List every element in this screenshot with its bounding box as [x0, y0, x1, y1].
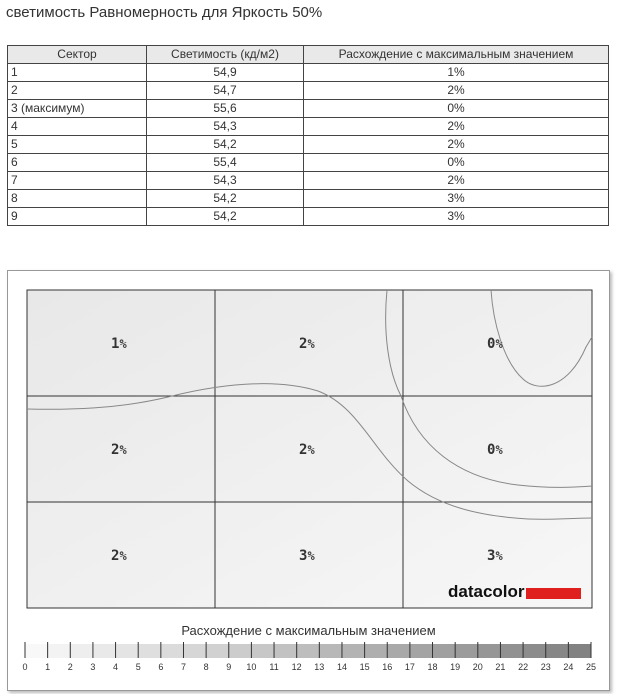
- cell-luminance: 54,9: [147, 64, 304, 82]
- table-row: [8, 82, 609, 100]
- sector-deviation-label: [299, 442, 315, 458]
- cell-luminance: 55,6: [147, 100, 304, 118]
- legend-swatch: [387, 644, 410, 658]
- cell-luminance: 54,2: [147, 208, 304, 226]
- legend-swatch: [161, 644, 184, 658]
- legend-title: Расхождение с максимальным значением: [181, 623, 436, 638]
- percent-sign: %: [495, 443, 503, 457]
- legend-swatch: [433, 644, 456, 658]
- cell-deviation: 3%: [304, 190, 609, 208]
- sector-deviation-value: 3: [299, 548, 308, 564]
- table-row: [8, 64, 609, 82]
- legend-swatch: [500, 644, 523, 658]
- sector-deviation-label: [111, 336, 127, 352]
- legend-tick-label: 14: [336, 662, 347, 672]
- legend-tick-label: 7: [180, 662, 186, 672]
- legend-swatch: [206, 644, 229, 658]
- percent-sign: %: [307, 549, 315, 563]
- legend-tick-label: 19: [450, 662, 461, 672]
- legend-tick-label: 2: [67, 662, 73, 672]
- sector-deviation-value: 3: [487, 548, 496, 564]
- legend-swatch: [342, 644, 365, 658]
- legend-swatch: [319, 644, 342, 658]
- legend-swatch: [365, 644, 388, 658]
- sector-deviation-label: [111, 442, 127, 458]
- legend-swatch: [48, 644, 71, 658]
- cell-luminance: 54,2: [147, 136, 304, 154]
- legend-swatch: [546, 644, 569, 658]
- cell-luminance: 54,2: [147, 190, 304, 208]
- brand-red-bar: [526, 588, 581, 599]
- legend-swatch: [410, 644, 433, 658]
- legend-swatch: [297, 644, 320, 658]
- sector-deviation-label: [111, 548, 127, 564]
- legend-swatch: [93, 644, 116, 658]
- table-row: [8, 172, 609, 190]
- percent-sign: %: [119, 443, 127, 457]
- legend-swatch: [138, 644, 161, 658]
- legend-tick-label: 18: [427, 662, 438, 672]
- cell-deviation: 2%: [304, 118, 609, 136]
- legend-tick-label: 10: [246, 662, 257, 672]
- table-row: [8, 118, 609, 136]
- uniformity-table: [7, 45, 609, 226]
- cell-sector: 8: [8, 190, 147, 208]
- cell-sector: 3 (максимум): [8, 100, 147, 118]
- table-header-row: [8, 46, 609, 64]
- cell-sector: 2: [8, 82, 147, 100]
- cell-deviation: 3%: [304, 208, 609, 226]
- cell-deviation: 0%: [304, 100, 609, 118]
- legend-swatch: [455, 644, 478, 658]
- percent-sign: %: [307, 443, 315, 457]
- percent-sign: %: [119, 337, 127, 351]
- cell-luminance: 54,7: [147, 82, 304, 100]
- legend-swatch: [251, 644, 274, 658]
- legend-tick-label: 4: [113, 662, 119, 672]
- legend-tick-label: 21: [495, 662, 506, 672]
- cell-deviation: 2%: [304, 136, 609, 154]
- percent-sign: %: [119, 549, 127, 563]
- legend-tick-label: 9: [226, 662, 232, 672]
- table-row: [8, 154, 609, 172]
- cell-sector: 6: [8, 154, 147, 172]
- sector-deviation-label: [299, 548, 315, 564]
- cell-deviation: 1%: [304, 64, 609, 82]
- legend-swatch: [478, 644, 501, 658]
- sector-deviation-value: 1: [111, 336, 120, 352]
- brand-logo: datacolor: [448, 582, 525, 601]
- uniformity-map-panel: [7, 270, 610, 691]
- legend-swatch: [183, 644, 206, 658]
- header-luminance: Светимость (кд/м2): [147, 46, 304, 64]
- legend-tick-label: 0: [22, 662, 28, 672]
- legend-tick-label: 17: [404, 662, 415, 672]
- legend-swatch: [229, 644, 252, 658]
- legend-tick-label: 3: [90, 662, 96, 672]
- header-deviation: Расхождение с максимальным значением: [304, 46, 609, 64]
- sector-deviation-value: 0: [487, 442, 496, 458]
- cell-sector: 4: [8, 118, 147, 136]
- percent-sign: %: [495, 337, 503, 351]
- legend-tick-label: 22: [518, 662, 529, 672]
- legend-swatch: [70, 644, 93, 658]
- legend-swatch: [274, 644, 297, 658]
- legend-tick-label: 1: [45, 662, 51, 672]
- sector-deviation-label: [487, 442, 503, 458]
- legend-swatch: [568, 644, 591, 658]
- legend-tick-label: 23: [540, 662, 551, 672]
- page-title: светимость Равномерность для Яркость 50%: [6, 4, 323, 21]
- legend-tick-label: 6: [158, 662, 164, 672]
- cell-sector: 7: [8, 172, 147, 190]
- legend-tick-label: 16: [382, 662, 393, 672]
- legend-tick-label: 13: [314, 662, 325, 672]
- table-row: [8, 136, 609, 154]
- cell-sector: 5: [8, 136, 147, 154]
- legend-tick-label: 11: [269, 662, 279, 672]
- sector-deviation-value: 2: [111, 442, 120, 458]
- percent-sign: %: [495, 549, 503, 563]
- sector-deviation-label: [487, 336, 503, 352]
- sector-deviation-label: [487, 548, 503, 564]
- cell-luminance: 54,3: [147, 118, 304, 136]
- cell-deviation: 2%: [304, 172, 609, 190]
- cell-deviation: 0%: [304, 154, 609, 172]
- legend-tick-label: 20: [472, 662, 483, 672]
- sector-deviation-value: 2: [299, 442, 308, 458]
- percent-sign: %: [307, 337, 315, 351]
- cell-sector: 1: [8, 64, 147, 82]
- sector-deviation-value: 2: [111, 548, 120, 564]
- cell-sector: 9: [8, 208, 147, 226]
- legend-tick-label: 12: [291, 662, 302, 672]
- legend-swatch: [523, 644, 546, 658]
- sector-deviation-value: 2: [299, 336, 308, 352]
- legend-tick-label: 24: [563, 662, 574, 672]
- table-row: [8, 208, 609, 226]
- sector-deviation-label: [299, 336, 315, 352]
- legend-tick-label: 15: [359, 662, 370, 672]
- legend-tick-label: 25: [585, 662, 597, 672]
- cell-luminance: 55,4: [147, 154, 304, 172]
- legend-swatch: [116, 644, 139, 658]
- cell-luminance: 54,3: [147, 172, 304, 190]
- legend-tick-label: 8: [203, 662, 209, 672]
- sector-deviation-value: 0: [487, 336, 496, 352]
- cell-deviation: 2%: [304, 82, 609, 100]
- legend-swatch: [25, 644, 48, 658]
- table-row: [8, 190, 609, 208]
- table-row: [8, 100, 609, 118]
- legend-tick-label: 5: [135, 662, 141, 672]
- header-sector: Сектор: [8, 46, 147, 64]
